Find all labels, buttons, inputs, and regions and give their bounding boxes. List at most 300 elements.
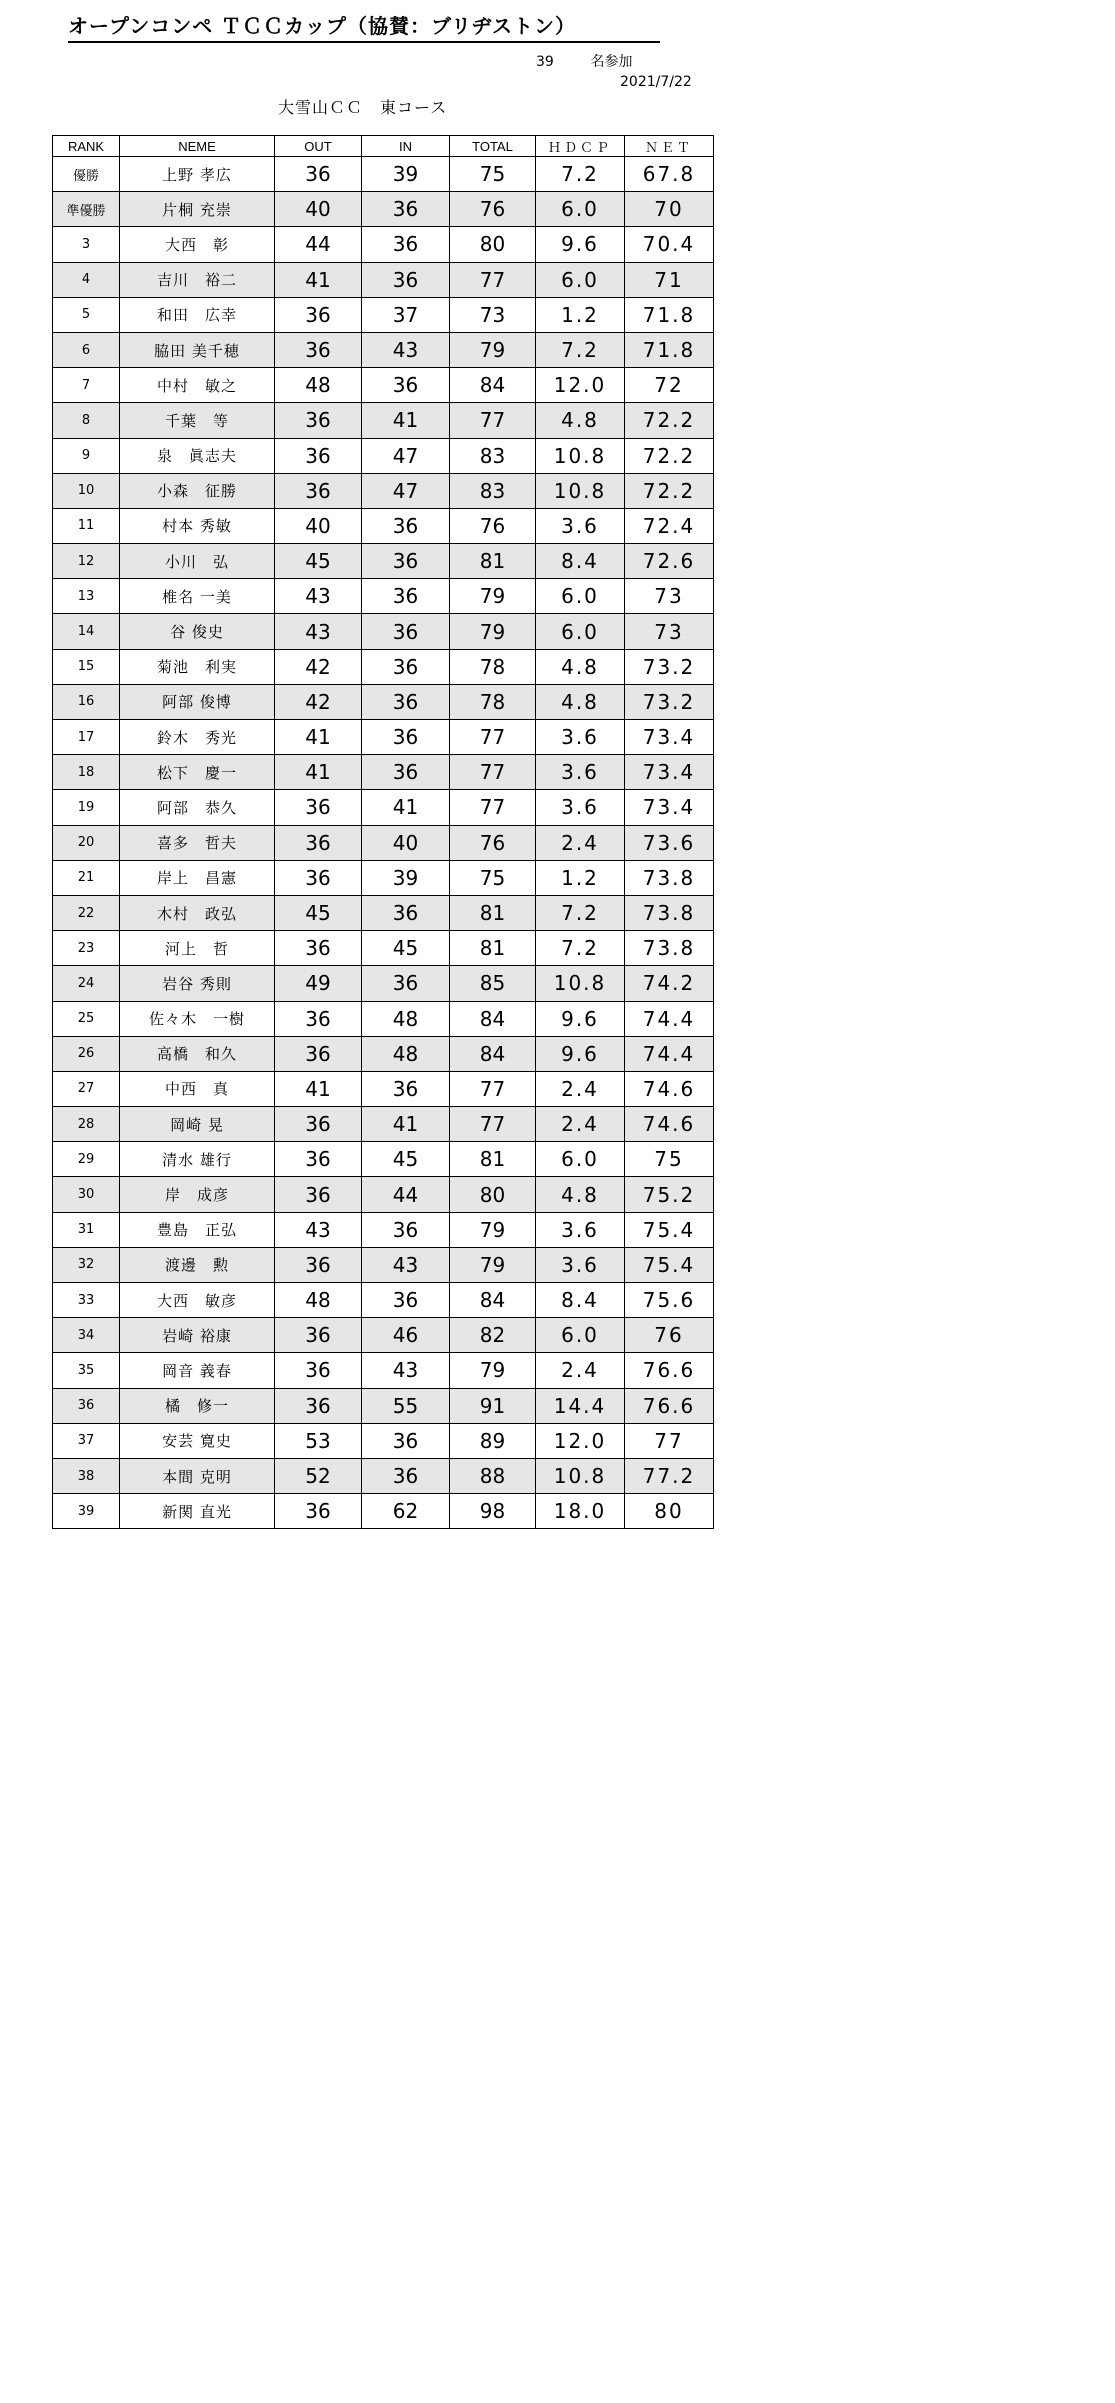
table-row	[53, 1107, 714, 1142]
out-score-cell: 48	[275, 1283, 362, 1318]
rank-cell: 8	[53, 403, 120, 438]
table-row	[53, 1494, 714, 1529]
handicap-cell: 9.6	[536, 1001, 625, 1036]
table-row	[53, 332, 714, 367]
rank-cell: 準優勝	[53, 192, 120, 227]
player-name-cell: 新関 直光	[120, 1494, 275, 1529]
table-row	[53, 895, 714, 930]
net-score-cell: 71	[625, 262, 714, 297]
player-name-cell: 河上 哲	[120, 931, 275, 966]
player-name-cell: 本間 克明	[120, 1458, 275, 1493]
handicap-cell: 6.0	[536, 1142, 625, 1177]
handicap-cell: 12.0	[536, 1423, 625, 1458]
in-score-cell: 36	[362, 508, 450, 543]
table-row	[53, 1423, 714, 1458]
out-score-cell: 36	[275, 157, 362, 192]
rank-cell: 23	[53, 931, 120, 966]
in-score-cell: 36	[362, 579, 450, 614]
table-row	[53, 438, 714, 473]
in-score-cell: 36	[362, 720, 450, 755]
out-score-cell: 36	[275, 1247, 362, 1282]
rank-cell: 30	[53, 1177, 120, 1212]
out-score-cell: 41	[275, 262, 362, 297]
out-score-cell: 42	[275, 684, 362, 719]
out-score-cell: 40	[275, 192, 362, 227]
net-score-cell: 73	[625, 614, 714, 649]
in-score-cell: 36	[362, 368, 450, 403]
in-score-cell: 37	[362, 297, 450, 332]
in-score-cell: 48	[362, 1001, 450, 1036]
handicap-cell: 2.4	[536, 1071, 625, 1106]
out-score-cell: 48	[275, 368, 362, 403]
net-score-cell: 71.8	[625, 297, 714, 332]
table-row	[53, 1036, 714, 1071]
rank-cell: 優勝	[53, 157, 120, 192]
out-score-cell: 43	[275, 579, 362, 614]
net-score-cell: 73.8	[625, 895, 714, 930]
net-score-cell: 73.4	[625, 755, 714, 790]
handicap-cell: 7.2	[536, 931, 625, 966]
table-row	[53, 1001, 714, 1036]
total-score-cell: 88	[450, 1458, 536, 1493]
rank-cell: 32	[53, 1247, 120, 1282]
rank-cell: 7	[53, 368, 120, 403]
out-score-cell: 36	[275, 1318, 362, 1353]
out-score-cell: 36	[275, 403, 362, 438]
handicap-cell: 8.4	[536, 1283, 625, 1318]
in-score-cell: 36	[362, 1283, 450, 1318]
out-score-cell: 36	[275, 825, 362, 860]
out-score-cell: 36	[275, 1388, 362, 1423]
table-row	[53, 473, 714, 508]
net-score-cell: 75.2	[625, 1177, 714, 1212]
rank-cell: 13	[53, 579, 120, 614]
total-score-cell: 84	[450, 1283, 536, 1318]
in-score-cell: 36	[362, 895, 450, 930]
table-row	[53, 1071, 714, 1106]
player-name-cell: 大西 彰	[120, 227, 275, 262]
handicap-cell: 2.4	[536, 825, 625, 860]
total-score-cell: 77	[450, 790, 536, 825]
in-score-cell: 36	[362, 966, 450, 1001]
handicap-cell: 10.8	[536, 473, 625, 508]
total-score-cell: 78	[450, 684, 536, 719]
player-name-cell: 岸上 昌憲	[120, 860, 275, 895]
rank-cell: 20	[53, 825, 120, 860]
table-row	[53, 1458, 714, 1493]
table-row	[53, 262, 714, 297]
player-name-cell: 岩崎 裕康	[120, 1318, 275, 1353]
in-score-cell: 43	[362, 1353, 450, 1388]
total-score-cell: 76	[450, 508, 536, 543]
rank-cell: 17	[53, 720, 120, 755]
player-name-cell: 松下 慶一	[120, 755, 275, 790]
in-score-cell: 47	[362, 438, 450, 473]
rank-cell: 4	[53, 262, 120, 297]
player-name-cell: 中村 敏之	[120, 368, 275, 403]
player-name-cell: 吉川 裕二	[120, 262, 275, 297]
out-score-cell: 36	[275, 332, 362, 367]
out-score-cell: 36	[275, 790, 362, 825]
player-name-cell: 大西 敏彦	[120, 1283, 275, 1318]
column-header-name: NEME	[120, 136, 275, 157]
net-score-cell: 74.2	[625, 966, 714, 1001]
net-score-cell: 73.4	[625, 720, 714, 755]
out-score-cell: 44	[275, 227, 362, 262]
in-score-cell: 36	[362, 614, 450, 649]
player-name-cell: 上野 孝広	[120, 157, 275, 192]
in-score-cell: 36	[362, 684, 450, 719]
total-score-cell: 79	[450, 1247, 536, 1282]
table-row	[53, 790, 714, 825]
handicap-cell: 8.4	[536, 544, 625, 579]
in-score-cell: 41	[362, 790, 450, 825]
net-score-cell: 73.2	[625, 649, 714, 684]
out-score-cell: 36	[275, 1177, 362, 1212]
out-score-cell: 43	[275, 1212, 362, 1247]
net-score-cell: 72	[625, 368, 714, 403]
total-score-cell: 81	[450, 931, 536, 966]
out-score-cell: 36	[275, 297, 362, 332]
out-score-cell: 41	[275, 1071, 362, 1106]
total-score-cell: 83	[450, 438, 536, 473]
column-header-in: IN	[362, 136, 450, 157]
column-header-total: TOTAL	[450, 136, 536, 157]
handicap-cell: 1.2	[536, 297, 625, 332]
total-score-cell: 81	[450, 544, 536, 579]
net-score-cell: 72.2	[625, 473, 714, 508]
in-score-cell: 41	[362, 403, 450, 438]
player-name-cell: 岩谷 秀則	[120, 966, 275, 1001]
net-score-cell: 73.6	[625, 825, 714, 860]
handicap-cell: 14.4	[536, 1388, 625, 1423]
in-score-cell: 43	[362, 1247, 450, 1282]
total-score-cell: 80	[450, 1177, 536, 1212]
player-name-cell: 岡音 義春	[120, 1353, 275, 1388]
table-row	[53, 1247, 714, 1282]
handicap-cell: 6.0	[536, 614, 625, 649]
total-score-cell: 84	[450, 1001, 536, 1036]
handicap-cell: 4.8	[536, 649, 625, 684]
handicap-cell: 6.0	[536, 1318, 625, 1353]
total-score-cell: 79	[450, 579, 536, 614]
rank-cell: 35	[53, 1353, 120, 1388]
table-row	[53, 544, 714, 579]
table-row	[53, 157, 714, 192]
player-name-cell: 小川 弘	[120, 544, 275, 579]
in-score-cell: 36	[362, 1071, 450, 1106]
total-score-cell: 81	[450, 1142, 536, 1177]
net-score-cell: 76.6	[625, 1353, 714, 1388]
rank-cell: 15	[53, 649, 120, 684]
table-row	[53, 368, 714, 403]
handicap-cell: 9.6	[536, 1036, 625, 1071]
net-score-cell: 74.6	[625, 1107, 714, 1142]
table-row	[53, 1388, 714, 1423]
total-score-cell: 98	[450, 1494, 536, 1529]
player-name-cell: 千葉 等	[120, 403, 275, 438]
total-score-cell: 79	[450, 1353, 536, 1388]
handicap-cell: 9.6	[536, 227, 625, 262]
player-name-cell: 村本 秀敏	[120, 508, 275, 543]
in-score-cell: 36	[362, 755, 450, 790]
table-row	[53, 1318, 714, 1353]
net-score-cell: 70.4	[625, 227, 714, 262]
handicap-cell: 1.2	[536, 860, 625, 895]
in-score-cell: 45	[362, 1142, 450, 1177]
table-row	[53, 614, 714, 649]
out-score-cell: 36	[275, 1107, 362, 1142]
handicap-cell: 3.6	[536, 720, 625, 755]
out-score-cell: 45	[275, 895, 362, 930]
net-score-cell: 72.2	[625, 438, 714, 473]
in-score-cell: 36	[362, 262, 450, 297]
table-row	[53, 192, 714, 227]
table-row	[53, 684, 714, 719]
handicap-cell: 12.0	[536, 368, 625, 403]
out-score-cell: 45	[275, 544, 362, 579]
participant-count-line	[536, 51, 632, 71]
total-score-cell: 75	[450, 157, 536, 192]
out-score-cell: 36	[275, 1494, 362, 1529]
net-score-cell: 67.8	[625, 157, 714, 192]
net-score-cell: 75.6	[625, 1283, 714, 1318]
out-score-cell: 43	[275, 614, 362, 649]
out-score-cell: 36	[275, 860, 362, 895]
player-name-cell: 片桐 充崇	[120, 192, 275, 227]
rank-cell: 39	[53, 1494, 120, 1529]
table-row	[53, 755, 714, 790]
table-row	[53, 297, 714, 332]
table-row	[53, 1212, 714, 1247]
rank-cell: 19	[53, 790, 120, 825]
out-score-cell: 36	[275, 1353, 362, 1388]
rank-cell: 18	[53, 755, 120, 790]
rank-cell: 10	[53, 473, 120, 508]
table-row	[53, 1142, 714, 1177]
in-score-cell: 39	[362, 860, 450, 895]
participant-label: 名参加	[590, 54, 633, 70]
in-score-cell: 39	[362, 157, 450, 192]
handicap-cell: 18.0	[536, 1494, 625, 1529]
handicap-cell: 2.4	[536, 1107, 625, 1142]
handicap-cell: 7.2	[536, 895, 625, 930]
total-score-cell: 79	[450, 614, 536, 649]
total-score-cell: 84	[450, 368, 536, 403]
handicap-cell: 7.2	[536, 157, 625, 192]
out-score-cell: 36	[275, 1142, 362, 1177]
rank-cell: 38	[53, 1458, 120, 1493]
net-score-cell: 74.4	[625, 1036, 714, 1071]
column-header-hdcp: ＨＤＣＰ	[536, 136, 625, 157]
rank-cell: 29	[53, 1142, 120, 1177]
handicap-cell: 4.8	[536, 1177, 625, 1212]
in-score-cell: 36	[362, 1212, 450, 1247]
net-score-cell: 75	[625, 1142, 714, 1177]
handicap-cell: 4.8	[536, 403, 625, 438]
handicap-cell: 6.0	[536, 579, 625, 614]
table-row	[53, 966, 714, 1001]
event-date: 2021/7/22	[620, 74, 692, 90]
total-score-cell: 80	[450, 227, 536, 262]
net-score-cell: 73.4	[625, 790, 714, 825]
out-score-cell: 41	[275, 720, 362, 755]
player-name-cell: 椎名 一美	[120, 579, 275, 614]
player-name-cell: 泉 眞志夫	[120, 438, 275, 473]
out-score-cell: 40	[275, 508, 362, 543]
in-score-cell: 48	[362, 1036, 450, 1071]
player-name-cell: 高橋 和久	[120, 1036, 275, 1071]
net-score-cell: 75.4	[625, 1212, 714, 1247]
in-score-cell: 41	[362, 1107, 450, 1142]
player-name-cell: 橘 修一	[120, 1388, 275, 1423]
in-score-cell: 45	[362, 931, 450, 966]
handicap-cell: 7.2	[536, 332, 625, 367]
handicap-cell: 2.4	[536, 1353, 625, 1388]
player-name-cell: 木村 政弘	[120, 895, 275, 930]
player-name-cell: 渡邊 勲	[120, 1247, 275, 1282]
handicap-cell: 10.8	[536, 438, 625, 473]
handicap-cell: 4.8	[536, 684, 625, 719]
net-score-cell: 80	[625, 1494, 714, 1529]
table-row	[53, 931, 714, 966]
in-score-cell: 36	[362, 1458, 450, 1493]
document-title: オープンコンペ ＴＣＣカップ（協賛：ブリヂストン）	[68, 10, 660, 43]
player-name-cell: 喜多 哲夫	[120, 825, 275, 860]
total-score-cell: 77	[450, 403, 536, 438]
rank-cell: 5	[53, 297, 120, 332]
total-score-cell: 77	[450, 720, 536, 755]
player-name-cell: 岸 成彦	[120, 1177, 275, 1212]
in-score-cell: 44	[362, 1177, 450, 1212]
handicap-cell: 6.0	[536, 192, 625, 227]
table-row	[53, 1353, 714, 1388]
net-score-cell: 74.4	[625, 1001, 714, 1036]
net-score-cell: 73.8	[625, 860, 714, 895]
table-row	[53, 579, 714, 614]
total-score-cell: 77	[450, 755, 536, 790]
rank-cell: 21	[53, 860, 120, 895]
rank-cell: 25	[53, 1001, 120, 1036]
rank-cell: 24	[53, 966, 120, 1001]
handicap-cell: 10.8	[536, 1458, 625, 1493]
in-score-cell: 36	[362, 192, 450, 227]
rank-cell: 31	[53, 1212, 120, 1247]
player-name-cell: 鈴木 秀光	[120, 720, 275, 755]
player-name-cell: 清水 雄行	[120, 1142, 275, 1177]
in-score-cell: 36	[362, 1423, 450, 1458]
player-name-cell: 安芸 寛史	[120, 1423, 275, 1458]
column-header-net: ＮＥＴ	[625, 136, 714, 157]
net-score-cell: 70	[625, 192, 714, 227]
handicap-cell: 3.6	[536, 1212, 625, 1247]
player-name-cell: 豊島 正弘	[120, 1212, 275, 1247]
out-score-cell: 42	[275, 649, 362, 684]
handicap-cell: 3.6	[536, 508, 625, 543]
net-score-cell: 75.4	[625, 1247, 714, 1282]
in-score-cell: 47	[362, 473, 450, 508]
rank-cell: 33	[53, 1283, 120, 1318]
player-name-cell: 佐々木 一樹	[120, 1001, 275, 1036]
rank-cell: 12	[53, 544, 120, 579]
in-score-cell: 62	[362, 1494, 450, 1529]
net-score-cell: 76.6	[625, 1388, 714, 1423]
table-row	[53, 825, 714, 860]
table-row	[53, 649, 714, 684]
total-score-cell: 82	[450, 1318, 536, 1353]
rank-cell: 34	[53, 1318, 120, 1353]
net-score-cell: 71.8	[625, 332, 714, 367]
column-header-out: OUT	[275, 136, 362, 157]
handicap-cell: 3.6	[536, 1247, 625, 1282]
total-score-cell: 76	[450, 192, 536, 227]
total-score-cell: 81	[450, 895, 536, 930]
player-name-cell: 阿部 俊博	[120, 684, 275, 719]
player-name-cell: 菊池 利実	[120, 649, 275, 684]
participant-count: 39	[536, 54, 554, 70]
table-row	[53, 1283, 714, 1318]
course-name: 大雪山ＣＣ 東コース	[278, 98, 448, 117]
total-score-cell: 77	[450, 1107, 536, 1142]
player-name-cell: 和田 広幸	[120, 297, 275, 332]
player-name-cell: 阿部 恭久	[120, 790, 275, 825]
out-score-cell: 36	[275, 473, 362, 508]
total-score-cell: 78	[450, 649, 536, 684]
player-name-cell: 小森 征勝	[120, 473, 275, 508]
net-score-cell: 76	[625, 1318, 714, 1353]
in-score-cell: 36	[362, 227, 450, 262]
rank-cell: 11	[53, 508, 120, 543]
net-score-cell: 73.8	[625, 931, 714, 966]
table-row	[53, 508, 714, 543]
total-score-cell: 85	[450, 966, 536, 1001]
out-score-cell: 52	[275, 1458, 362, 1493]
player-name-cell: 脇田 美千穂	[120, 332, 275, 367]
rank-cell: 26	[53, 1036, 120, 1071]
out-score-cell: 36	[275, 1036, 362, 1071]
net-score-cell: 73	[625, 579, 714, 614]
out-score-cell: 41	[275, 755, 362, 790]
total-score-cell: 75	[450, 860, 536, 895]
table-row	[53, 720, 714, 755]
in-score-cell: 40	[362, 825, 450, 860]
handicap-cell: 3.6	[536, 790, 625, 825]
net-score-cell: 72.2	[625, 403, 714, 438]
net-score-cell: 72.4	[625, 508, 714, 543]
total-score-cell: 79	[450, 1212, 536, 1247]
total-score-cell: 83	[450, 473, 536, 508]
player-name-cell: 中西 真	[120, 1071, 275, 1106]
in-score-cell: 46	[362, 1318, 450, 1353]
total-score-cell: 91	[450, 1388, 536, 1423]
rank-cell: 9	[53, 438, 120, 473]
rank-cell: 14	[53, 614, 120, 649]
table-row	[53, 403, 714, 438]
in-score-cell: 36	[362, 544, 450, 579]
table-row	[53, 860, 714, 895]
total-score-cell: 73	[450, 297, 536, 332]
net-score-cell: 74.6	[625, 1071, 714, 1106]
out-score-cell: 49	[275, 966, 362, 1001]
rank-cell: 6	[53, 332, 120, 367]
rank-cell: 28	[53, 1107, 120, 1142]
in-score-cell: 43	[362, 332, 450, 367]
table-header-row	[53, 136, 714, 157]
rank-cell: 27	[53, 1071, 120, 1106]
net-score-cell: 73.2	[625, 684, 714, 719]
net-score-cell: 72.6	[625, 544, 714, 579]
player-name-cell: 岡崎 晃	[120, 1107, 275, 1142]
